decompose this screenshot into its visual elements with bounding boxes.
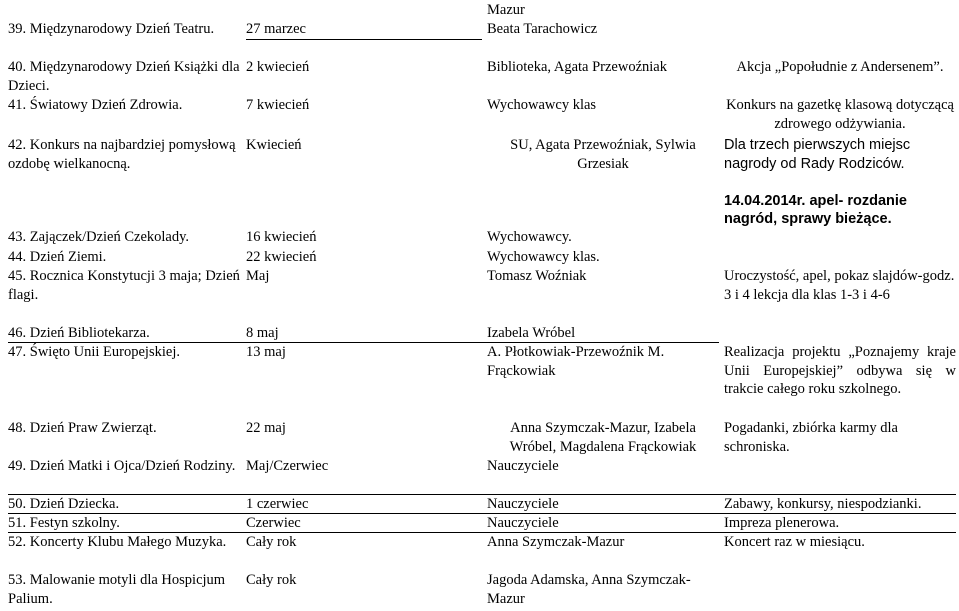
cell-event: 43. Zajączek/Dzień Czekolady.	[8, 229, 190, 245]
cell-date: 1 czerwiec	[246, 496, 309, 512]
cell-date: Maj	[246, 268, 270, 284]
cell-date: Kwiecień	[246, 137, 302, 153]
cell-notes: Zabawy, konkursy, niespodzianki.	[724, 496, 922, 512]
cell-responsible: Nauczyciele	[487, 458, 559, 474]
cell-date: 2 kwiecień	[246, 59, 310, 75]
cell-date: Maj/Czerwiec	[246, 458, 329, 474]
cell-event: 53. Malowanie motyli dla Hospicjum Palium.	[8, 572, 226, 607]
cell-responsible: Wychowawcy klas.	[487, 249, 600, 265]
cell-responsible: Mazur	[487, 2, 525, 18]
date-underline	[246, 39, 482, 40]
cell-event: 39. Międzynarodowy Dzień Teatru.	[8, 21, 215, 37]
cell-date: 8 maj	[246, 325, 279, 341]
cell-date: Cały rok	[246, 572, 297, 588]
cell-responsible: Nauczyciele	[487, 496, 559, 512]
cell-event: 49. Dzień Matki i Ojca/Dzień Rodziny.	[8, 458, 236, 474]
cell-event: 50. Dzień Dziecka.	[8, 496, 120, 512]
cell-responsible: Izabela Wróbel	[487, 325, 576, 341]
cell-notes: Impreza plenerowa.	[724, 515, 840, 531]
cell-responsible: Nauczyciele	[487, 515, 559, 531]
cell-date: 22 kwiecień	[246, 249, 317, 265]
cell-responsible: Biblioteka, Agata Przewoźniak	[487, 59, 667, 75]
cell-notes: Realizacja projektu „Poznajemy kraje Unii Europejskiej” odbywa się w trakcie całego roku szkolnego.	[724, 344, 956, 397]
cell-notes: Uroczystość, apel, pokaz slajdów-godz. 3 i 4 lekcja dla klas 1-3 i 4-6	[724, 268, 955, 303]
cell-event: 47. Święto Unii Europejskiej.	[8, 344, 180, 360]
cell-event: 40. Międzynarodowy Dzień Książki dla Dzieci.	[8, 59, 240, 94]
cell-date: 16 kwiecień	[246, 229, 317, 245]
cell-notes: Koncert raz w miesiącu.	[724, 534, 865, 550]
cell-date: Cały rok	[246, 534, 297, 550]
cell-responsible: SU, Agata Przewoźniak, Sylwia Grzesiak	[510, 137, 696, 172]
cell-notes-apel: 14.04.2014r. apel- rozdanie nagród, sprawy bieżące.	[724, 193, 907, 227]
cell-responsible: Tomasz Woźniak	[487, 268, 587, 284]
cell-event: 52. Koncerty Klubu Małego Muzyka.	[8, 534, 227, 550]
cell-notes: Dla trzech pierwszych miejsc nagrody od Rady Rodziców.	[724, 137, 911, 172]
cell-notes: Akcja „Popołudnie z Andersenem”.	[736, 59, 944, 75]
cell-event: 51. Festyn szkolny.	[8, 515, 120, 531]
cell-event: 42. Konkurs na najbardziej pomysłową ozdobę wielkanocną.	[8, 137, 236, 172]
cell-date: 13 maj	[246, 344, 286, 360]
cell-notes: Konkurs na gazetkę klasową dotyczącą zdrowego odżywiania.	[726, 97, 954, 132]
cell-responsible: Beata Tarachowicz	[487, 21, 598, 37]
cell-date: 7 kwiecień	[246, 97, 310, 113]
cell-responsible: Anna Szymczak-Mazur, Izabela Wróbel, Magdalena Frąckowiak	[509, 420, 697, 455]
cell-event: 48. Dzień Praw Zwierząt.	[8, 420, 157, 436]
cell-event: 41. Światowy Dzień Zdrowia.	[8, 97, 183, 113]
cell-responsible: Jagoda Adamska, Anna Szymczak-Mazur	[487, 572, 691, 607]
cell-date: 27 marzec	[246, 21, 306, 37]
cell-event: 45. Rocznica Konstytucji 3 maja; Dzień flagi.	[8, 268, 240, 303]
cell-responsible: Wychowawcy.	[487, 229, 572, 245]
cell-responsible: Anna Szymczak-Mazur	[487, 534, 625, 550]
cell-notes: Pogadanki, zbiórka karmy dla schroniska.	[724, 420, 898, 455]
cell-event: 46. Dzień Bibliotekarza.	[8, 325, 150, 341]
cell-event: 44. Dzień Ziemi.	[8, 249, 107, 265]
cell-responsible: A. Płotkowiak-Przewoźnik M. Frąckowiak	[487, 344, 665, 379]
cell-date: 22 maj	[246, 420, 286, 436]
cell-responsible: Wychowawcy klas	[487, 97, 597, 113]
cell-date: Czerwiec	[246, 515, 301, 531]
